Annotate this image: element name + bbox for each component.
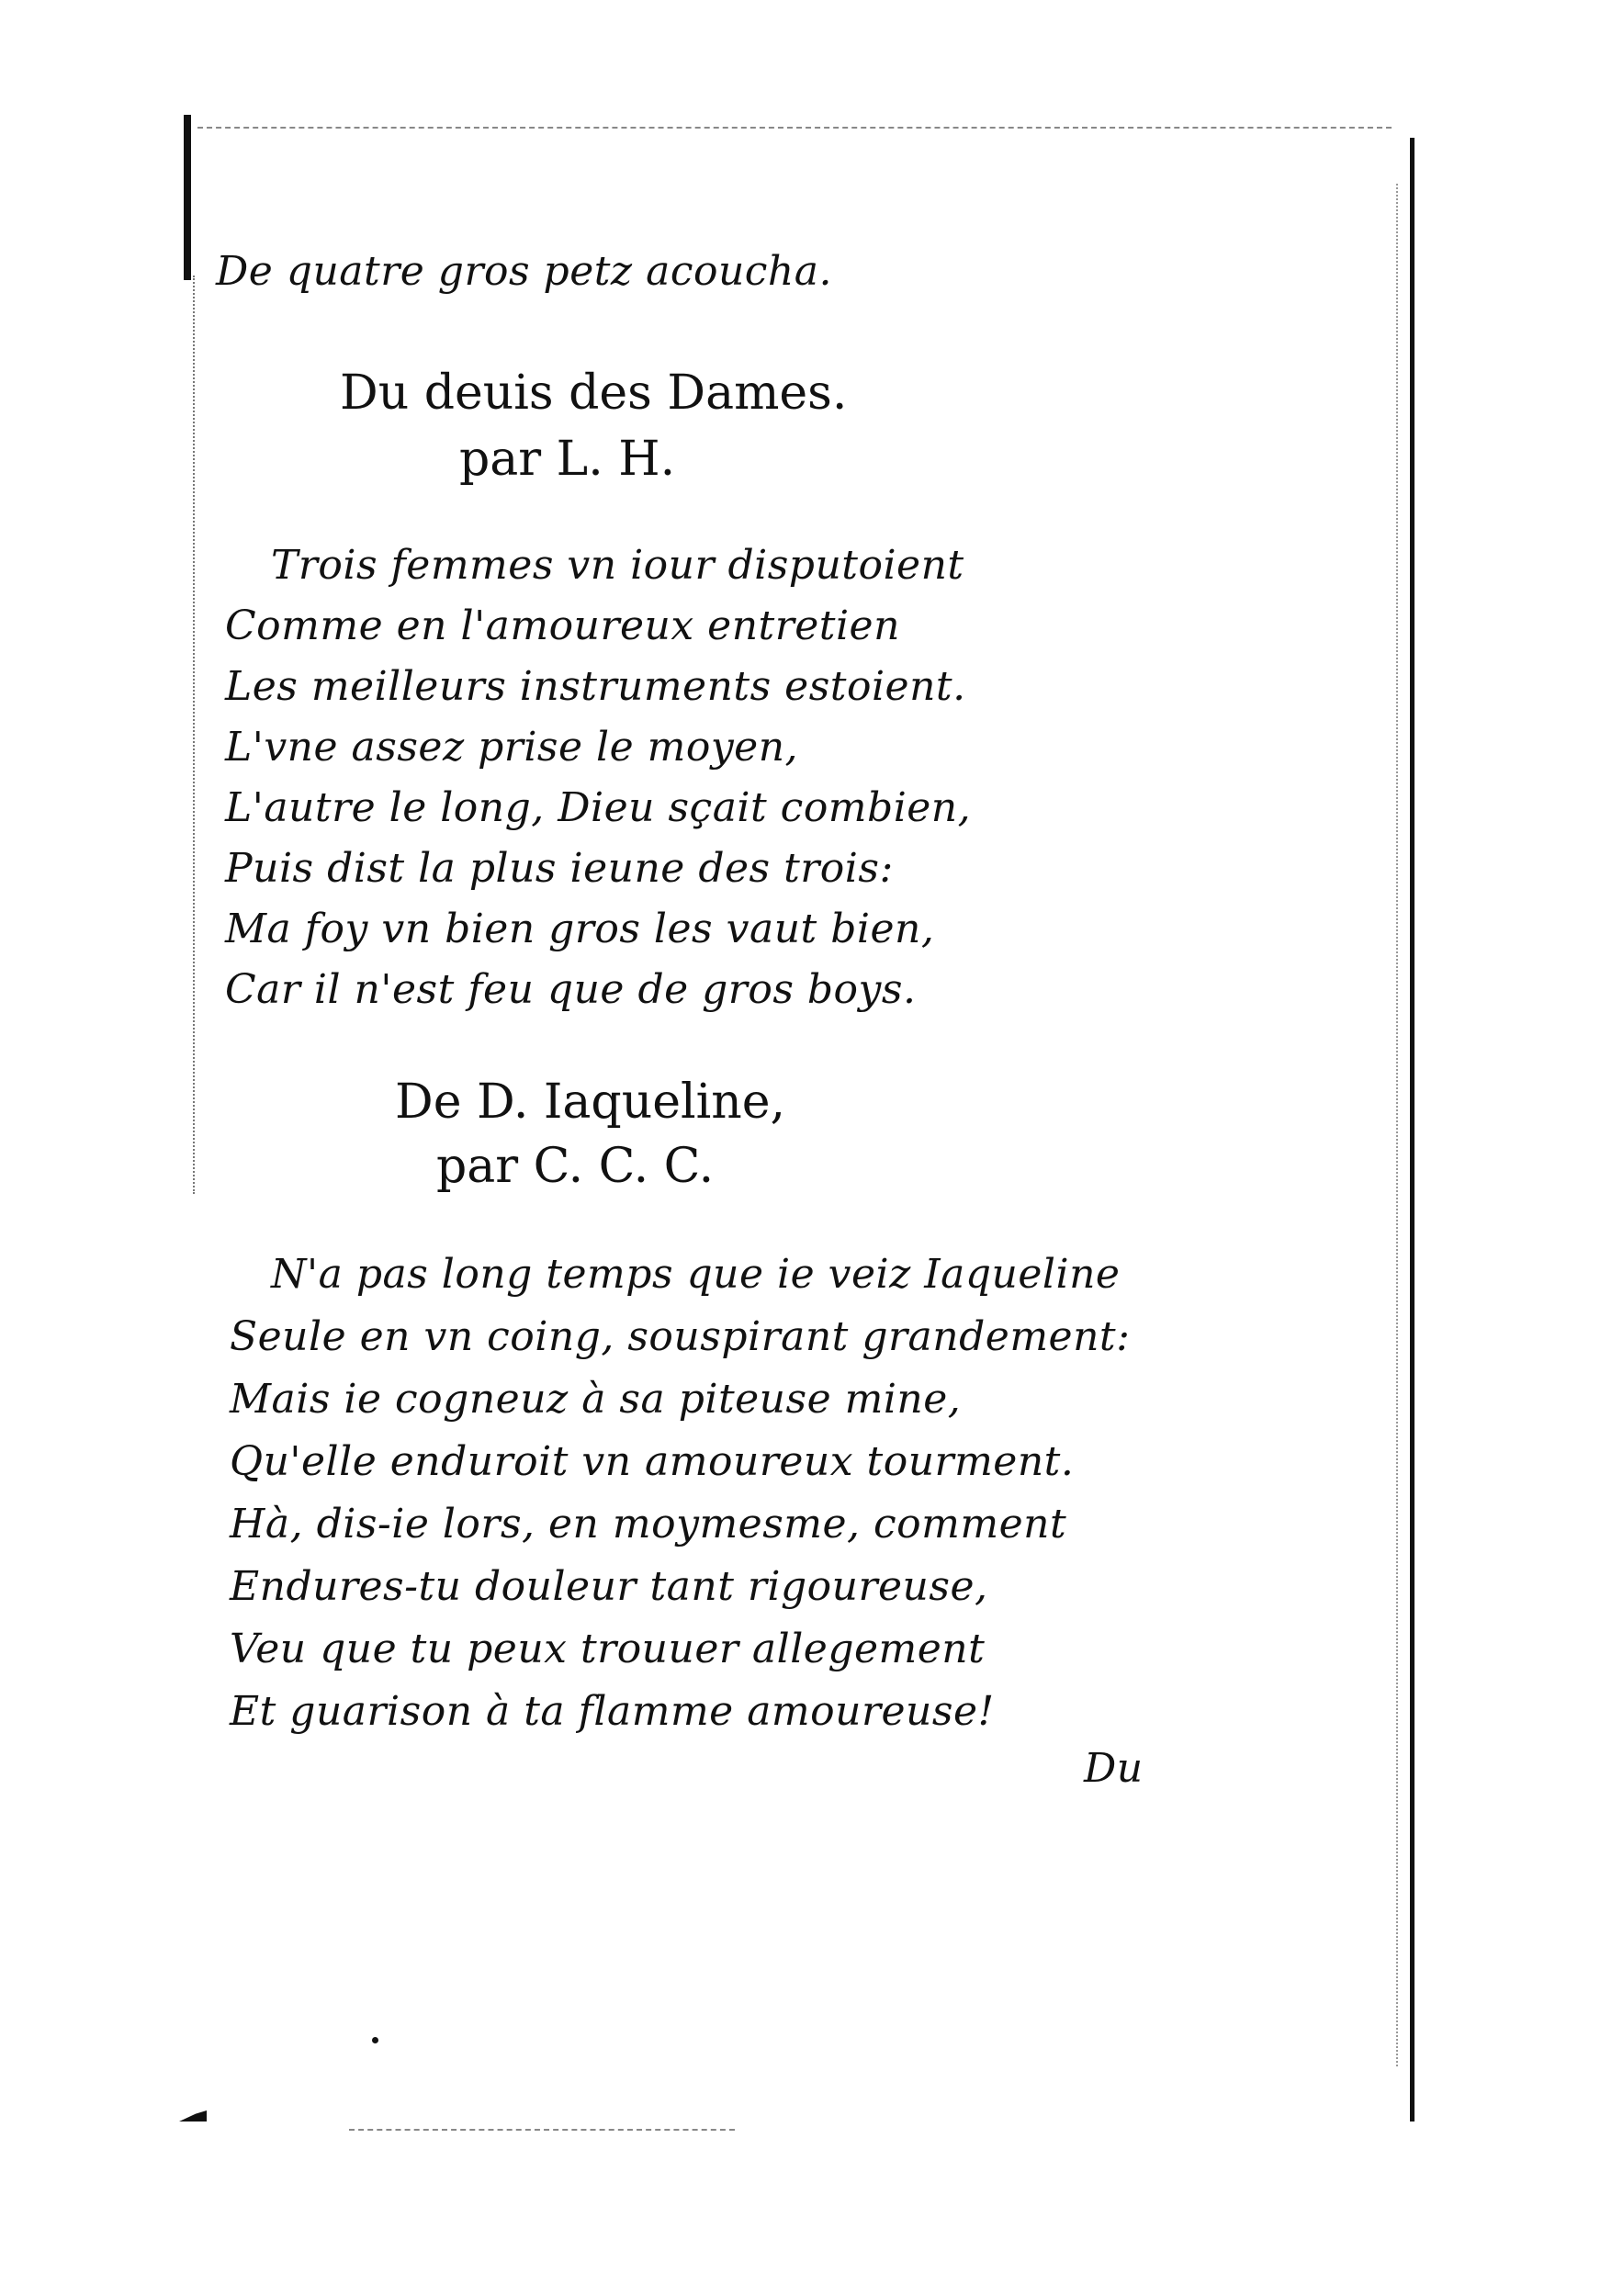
verse-line: Ma foy vn bien gros les vaut bien, [225,906,935,952]
section1-title: Du deuis des Dames. [340,366,848,421]
verse-line: Veu que tu peux trouuer allegement [230,1626,986,1672]
scan-edge-left-dots [193,276,197,1194]
catchword: Du [1084,1745,1144,1792]
verse-line: Mais ie cogneuz à sa piteuse mine, [230,1376,962,1423]
ink-dot [372,2037,378,2043]
verse-line: L'vne assez prise le moyen, [225,724,799,771]
verse-line: Qu'elle enduroit vn amoureux tourment. [230,1438,1075,1485]
verse-line: L'autre le long, Dieu sçait combien, [225,784,972,831]
verse-line: N'a pas long temps que ie veiz Iaqueline [271,1251,1121,1298]
scan-edge-left [184,115,191,280]
verse-line: Hà, dis-ie lors, en moymesme, comment [230,1501,1067,1548]
verse-line: Endures-tu douleur tant rigoureuse, [230,1563,988,1610]
scan-edge-right [1410,138,1414,2122]
opening-line: De quatre gros petz acoucha. [216,248,832,295]
verse-line: Puis dist la plus ieune des trois: [225,845,894,892]
verse-line: Comme en l'amoureux entretien [225,602,900,649]
scan-corner-mark [179,2110,207,2122]
verse-line: Seule en vn coing, souspirant grandement: [230,1313,1131,1360]
scan-top-rule [197,127,1392,129]
verse-line: Trois femmes vn iour disputoient [271,542,964,589]
section2-author: par C. C. C. [436,1139,715,1194]
section2-title: De D. Iaqueline, [395,1075,786,1130]
section1-author: par L. H. [459,432,676,487]
verse-line: Les meilleurs instruments estoient. [225,663,966,710]
verse-line: Car il n'est feu que de gros boys. [225,966,917,1013]
scan-bottom-rule [349,2129,735,2131]
scan-edge-right-dots [1396,184,1400,2066]
verse-line: Et guarison à ta flamme amoureuse! [230,1688,995,1735]
